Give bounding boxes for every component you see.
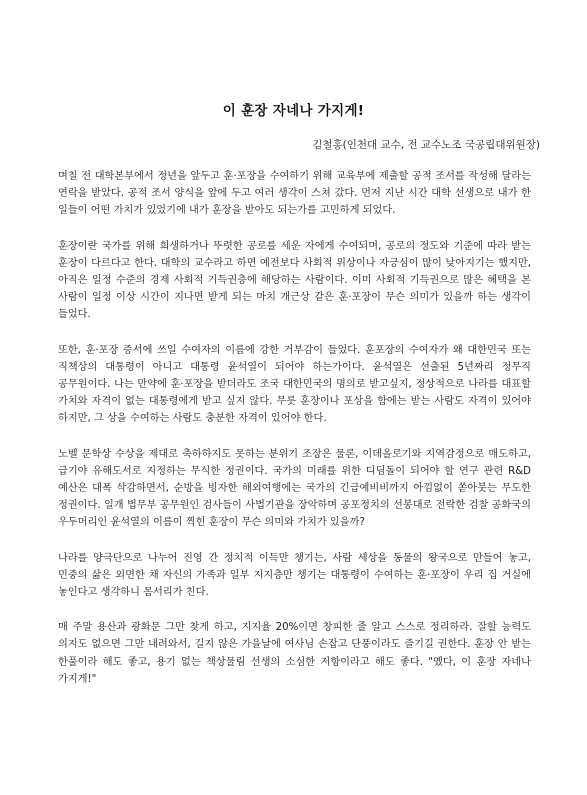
article-title: 이 훈장 자네나 가지게!	[222, 103, 365, 119]
body-paragraph: 며칠 전 대학본부에서 정년을 앞두고 훈·포장을 수여하기 위해 교육부에 제출할 공적 조서를 작성해 달라는 연락을 받았다. 공적 조서 양식을 앞에 두고 여러 생각이 스쳐 갔다. 먼저 지난 시간 대학 선생으로 내가 한 일들이 어떤 가치가 있었기에 내가 훈장을 받아도 되는가를 고민하게 되었다.	[58, 171, 531, 217]
author-byline: 김철홍(인천대 교수, 전 교수노조 국공립대위원장)	[312, 139, 540, 151]
body-paragraph: 나라를 양극단으로 나누어 진영 간 정치적 이득만 챙기는, 사람 세상을 동물의 왕국으로 만들어 놓고, 민중의 삶은 외면한 채 자신의 가족과 일부 지지층만 챙기는 대통령이 수여하는 훈·포장이 우리 집 거실에 놓인다고 생각하니 몸서리가 친다.	[58, 552, 531, 599]
body-paragraph: 훈장이란 국가를 위해 희생하거나 뚜렷한 공로를 세운 자에게 수여되며, 공로의 정도와 기준에 따라 받는 훈장이 다르다고 한다. 대학의 교수라고 하면 예전보다 사회적 위상이나 자긍심이 많이 낮아지기는 했지만, 아직은 일정 수준의 경제 사회적 기득권층에 해당하는 사람이다. 이미 사회적 기득권으로 많은 혜택을 본 사람이 일정 이상 시간이 지나면 받게 되는 마치 개근상 같은 훈·포장이 무슨 의미가 있을까 하는 생각이 들었다.	[58, 240, 531, 321]
body-paragraph: 노벨 문학상 수상을 제대로 축하하지도 못하는 분위기 조장은 물론, 이데올로기와 지역감정으로 매도하고, 급기야 유해도서로 지정하는 무식한 정권이다. 국가의 미래를 위한 디딤돌이 되어야 할 연구 관련 R&D 예산은 대폭 삭감하면서, 순방을 빙자한 해외여행에는 국가의 긴급예비비까지 아낌없이 쏟아붓는 무도한 정권이다. 일개 법무부 공무원인 검사들이 사법기관을 장악하며 공포정치의 선봉대로 전락한 검찰 공화국의 우두머리인 윤석열의 이름이 찍힌 훈장이 무슨 의미와 가치가 있을까?	[58, 448, 531, 529]
body-paragraph: 또한, 훈·포장 증서에 쓰일 수여자의 이름에 강한 거부감이 들었다. 훈포장의 수여자가 왜 대한민국 또는 직책상의 대통령이 아니고 대통령 윤석열이 되어야 하는가이다. 윤석열은 선출된 5년짜리 정무직 공무원이다. 나는 만약에 훈·포장을 받더라도 조국 대한민국의 명의로 받고싶지, 정상적으로 나라를 대표할 가치와 자격이 없는 대통령에게 받고 싶지 않다. 무릇 훈장이나 포상을 함에는 받는 사람도 자격이 있어야 하지만, 그 상을 수여하는 사람도 충분한 자격이 있어야 한다.	[58, 344, 531, 425]
article-body	[58, 168, 531, 706]
body-paragraph: 매 주말 용산과 광화문 그만 찾게 하고, 지지율 20%이면 창피한 줄 알고 스스로 정리하라. 잘할 능력도 의지도 없으면 그만 내려와서, 길지 않은 가을날에 여사님 손잡고 단풍이라도 즐기길 권한다. 훈장 안 받는 한풀이라 해도 좋고, 용기 없는 책상물림 선생의 소심한 저항이라고 해도 좋다. "옜다, 이 훈장 자네나 가지게!"	[58, 622, 531, 685]
